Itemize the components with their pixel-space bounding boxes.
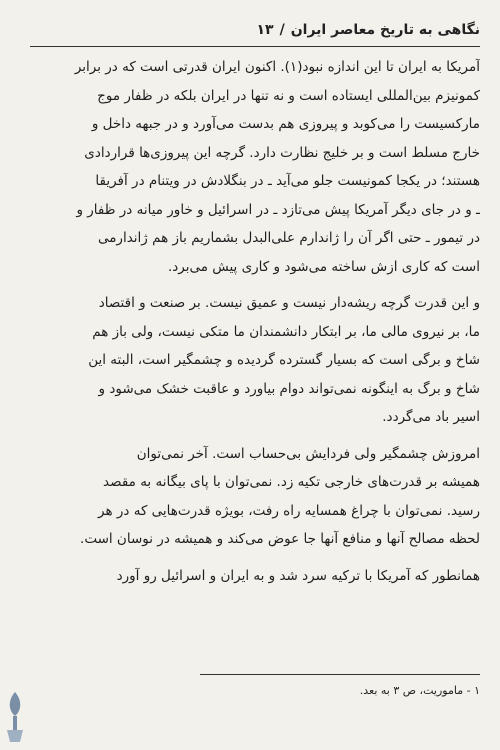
paragraph-gap xyxy=(30,281,480,289)
text-line: مارکسیست را می‌کوبد و پیروزی هم بدست می‌آورد و در جبهه داخل و xyxy=(91,116,480,132)
text-line: آمریکا به ایران تا این اندازه نبود(۱). اکنون ایران قدرتی است که در برابر xyxy=(74,59,480,75)
text-line: هستند؛ در یکجا کمونیست جلو می‌آید ـ در بنگلادش در ویتنام در آفریقا xyxy=(95,173,480,189)
paragraph-2 xyxy=(30,289,480,432)
text-line: ـ و در جای دیگر آمریکا پیش می‌تازد ـ در اسرائیل و خاور میانه در ظفار و xyxy=(76,201,480,218)
text-line: همیشه بر قدرت‌های خارجی تکیه زد. نمی‌توان با پای بیگانه به مقصد xyxy=(103,474,480,490)
text-line: رسید. نمی‌توان با چراغ همسایه راه رفت، بویژه قدرت‌هایی که در هر xyxy=(98,502,480,519)
paragraph-1 xyxy=(30,53,480,281)
paragraph-3 xyxy=(30,440,480,554)
text-line: شاخ و برگ به اینگونه نمی‌تواند دوام بیاورد و عاقبت خشک می‌شود و xyxy=(98,380,480,397)
text-line: امروزش چشمگیر ولی فردایش بی‌حساب است. آخر نمی‌توان xyxy=(136,445,480,462)
header-title: نگاهی به تاریخ معاصر ایران xyxy=(290,22,480,38)
body-text xyxy=(30,53,480,590)
paragraph-gap xyxy=(30,432,480,440)
text-line: است که کاری ازش ساخته می‌شود و کاری پیش می‌برد. xyxy=(167,258,480,275)
header-rule xyxy=(30,46,480,47)
text-line: اسیر باد می‌گردد. xyxy=(382,409,480,425)
publisher-emblem-icon xyxy=(4,690,26,744)
page-number: ۱۳ xyxy=(256,22,274,38)
text-line: همانطور که آمریکا با ترکیه سرد شد و به ایران و اسرائیل رو آورد xyxy=(116,567,480,584)
book-page xyxy=(30,8,480,738)
text-line: ما، بر نیروی مالی ما، بر ابتکار دانشمندان ما متکی نیست، ولی باز هم xyxy=(92,323,480,340)
text-line: لحظه مصالح آنها و منافع آنها جا عوض می‌کند و همیشه در نوسان است. xyxy=(80,531,480,547)
text-line: شاخ و برگی است که بسیار گسترده گردیده و چشمگیر است، البته این xyxy=(88,352,480,368)
footnote-rule xyxy=(200,674,480,675)
text-line: کمونیزم بین‌المللی ایستاده است و نه تنها در ایران بلکه در ظفار موج xyxy=(97,87,480,104)
paragraph-4 xyxy=(30,562,480,591)
footnote: ۱ - ماموریت، ص ۳ به بعد. xyxy=(359,684,480,697)
paragraph-gap xyxy=(30,554,480,562)
text-line: خارج مسلط است و بر خلیج نظارت دارد. گرچه این پیروزی‌ها قراردادی xyxy=(84,144,480,161)
text-line: و این قدرت گرچه ریشه‌دار نیست و عمیق نیست. بر صنعت و اقتصاد xyxy=(98,295,480,311)
text-line: در تیمور ـ حتی اگر آن را ژاندارم علی‌البدل بشماریم باز هم ژاندارمی xyxy=(97,230,480,246)
header-separator: / xyxy=(279,22,285,38)
running-header xyxy=(30,14,480,46)
